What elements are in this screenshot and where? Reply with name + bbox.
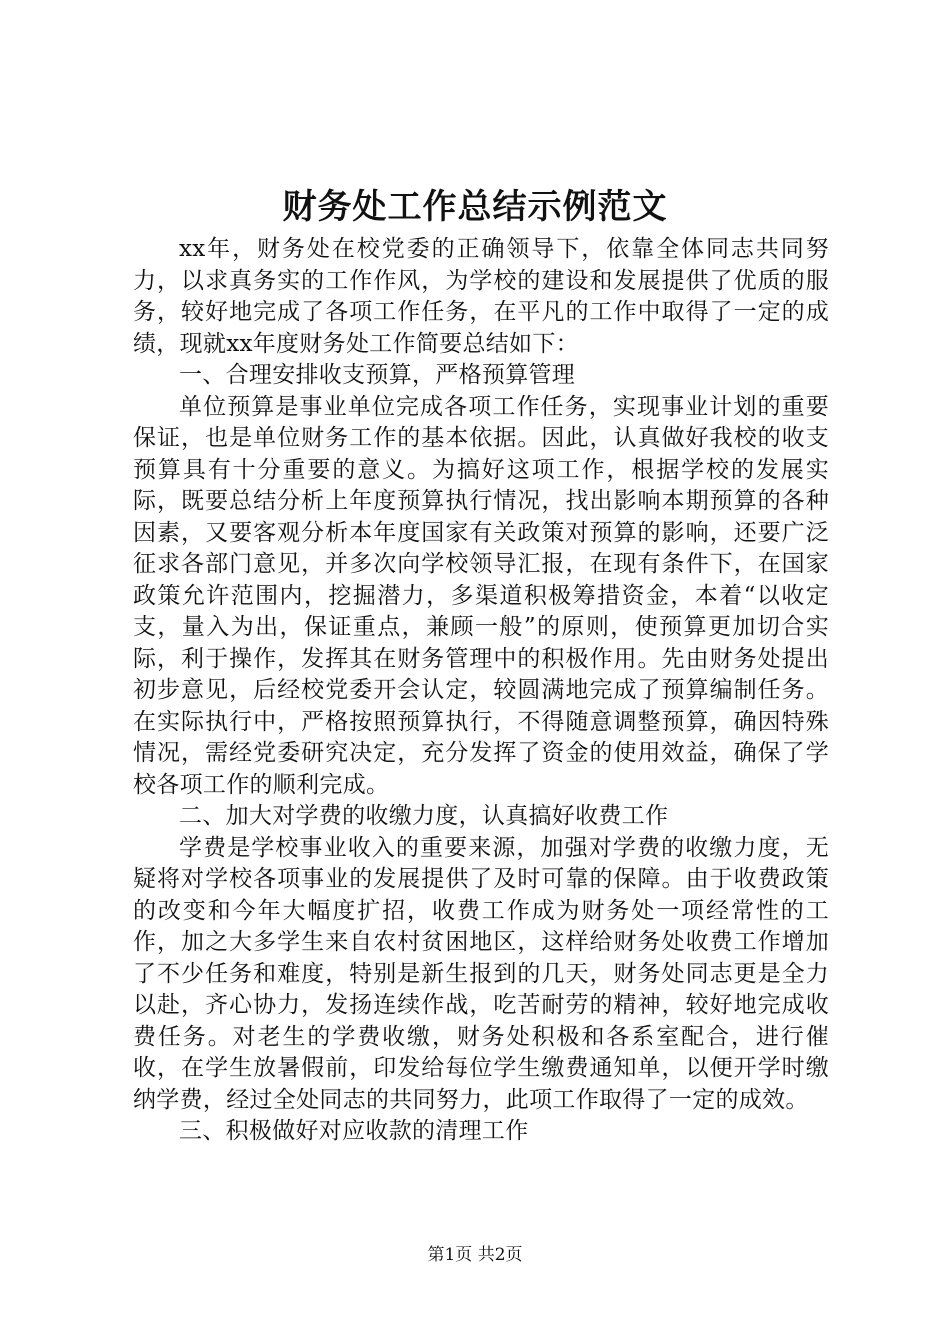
section-heading-2: 二、加大对学费的收缴力度，认真搞好收费工作 bbox=[179, 803, 669, 829]
intro-paragraph: xx年，财务处在校党委的正确领导下，依靠全体同志共同努力，以求真务实的工作作风，为学校的建设和发展提供了优质的服务，较好地完成了各项工作任务，在平凡的工作中取得了一定的成绩，现就xx年度财务处工作简要总结如下： bbox=[133, 236, 829, 357]
document-title: 财务处工作总结示例范文 bbox=[282, 187, 668, 227]
section-body-2: 学费是学校事业收入的重要来源，加强对学费的收缴力度，无疑将对学校各项事业的发展提供了及时可靠的保障。由于收费政策的改变和今年大幅度扩招，收费工作成为财务处一项经常性的工作，加之大多学生来自农村贫困地区，这样给财务处收费工作增加了不少任务和难度，特别是新生报到的几天，财务处同志更是全力以赴，齐心协力，发扬连续作战，吃苦耐劳的精神，较好地完成收费任务。对老生的学费收缴，财务处积极和各系室配合，进行催收，在学生放暑假前，印发给每位学生缴费通知单，以便开学时缴纳学费，经过全处同志的共同努力，此项工作取得了一定的成效。 bbox=[133, 834, 829, 1113]
section-heading-1: 一、合理安排收支预算，严格预算管理 bbox=[179, 362, 576, 388]
section-heading-3: 三、积极做好对应收款的清理工作 bbox=[179, 1118, 529, 1144]
document-body bbox=[133, 234, 829, 1148]
page-footer: 第1页 共2页 bbox=[427, 1245, 523, 1265]
section-body-1: 单位预算是事业单位完成各项工作任务，实现事业计划的重要保证，也是单位财务工作的基本依据。因此，认真做好我校的收支预算具有十分重要的意义。为搞好这项工作，根据学校的发展实际，既要总结分析上年度预算执行情况，找出影响本期预算的各种因素，又要客观分析本年度国家有关政策对预算的影响，还要广泛征求各部门意见，并多次向学校领导汇报，在现有条件下，在国家政策允许范围内，挖掘潜力，多渠道积极筹措资金，本着“以收定支，量入为出，保证重点，兼顾一般”的原则，使预算更加切合实际，利于操作，发挥其在财务管理中的积极作用。先由财务处提出初步意见，后经校党委开会认定，较圆满地完成了预算编制任务。在实际执行中，严格按照预算执行，不得随意调整预算，确因特殊情况，需经党委研究决定，充分发挥了资金的使用效益，确保了学校各项工作的顺利完成。 bbox=[133, 393, 829, 798]
